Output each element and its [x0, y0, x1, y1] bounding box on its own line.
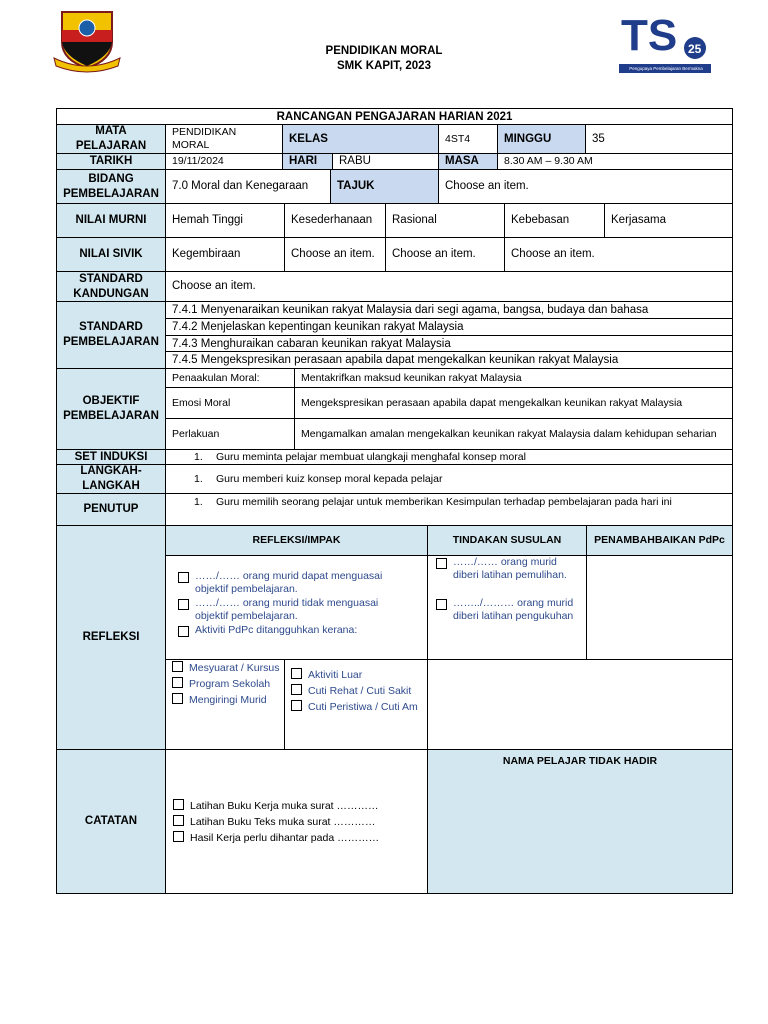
catatan-option[interactable]: Latihan Buku Teks muka surat …………	[173, 815, 423, 829]
sebab-option[interactable]: Aktiviti Luar	[291, 668, 423, 682]
checkbox[interactable]	[291, 668, 302, 679]
tidak-hadir-cell[interactable]	[427, 749, 733, 894]
nilai-murni-item[interactable]: Hemah Tinggi	[165, 203, 285, 238]
standard-pembelajaran-item: 7.4.1 Menyenaraikan keunikan rakyat Malaysia dari segi agama, bangsa, budaya dan bahasa	[165, 301, 733, 319]
langkah-content	[165, 464, 733, 494]
refleksi-impak-header: REFLEKSI/IMPAK	[165, 525, 428, 556]
sebab-right-cell	[284, 659, 428, 750]
checkbox[interactable]	[436, 558, 447, 569]
sebab-option[interactable]: Mesyuarat / Kursus	[172, 661, 280, 675]
checkbox[interactable]	[178, 599, 189, 610]
mata-pelajaran-label: MATA PELAJARAN	[56, 124, 166, 154]
langkah-label: LANGKAH-LANGKAH	[56, 464, 166, 494]
standard-pembelajaran-item: 7.4.3 Menghuraikan cabaran keunikan rakyat Malaysia	[165, 335, 733, 352]
refleksi-option[interactable]: Aktiviti PdPc ditangguhkan kerana:	[178, 624, 421, 637]
tindakan-susulan-cell	[427, 555, 587, 660]
minggu-label: MINGGU	[497, 124, 586, 154]
nilai-murni-item[interactable]: Kebebasan	[504, 203, 605, 238]
tindakan-option[interactable]: ……../……… orang murid diberi latihan pengukuhan	[436, 597, 582, 623]
objektif-key: Perlakuan	[165, 418, 295, 450]
refleksi-impak-cell	[165, 555, 428, 660]
minggu-value[interactable]: 35	[585, 124, 733, 154]
standard-kandungan-label: STANDARD KANDUNGAN	[56, 271, 166, 302]
penutup-label: PENUTUP	[56, 493, 166, 526]
nilai-murni-item[interactable]: Kesederhanaan	[284, 203, 386, 238]
catatan-option[interactable]: Hasil Kerja perlu dihantar pada …………	[173, 831, 423, 845]
mata-pelajaran-value[interactable]: PENDIDIKAN MORAL	[165, 124, 283, 154]
masa-value[interactable]: 8.30 AM – 9.30 AM	[497, 153, 733, 170]
checkbox[interactable]	[291, 684, 302, 695]
bidang-label: BIDANG PEMBELAJARAN	[56, 169, 166, 204]
checkbox[interactable]	[173, 815, 184, 826]
objektif-value: Mentakrifkan maksud keunikan rakyat Malaysia	[294, 368, 733, 388]
standard-kandungan-value[interactable]: Choose an item.	[165, 271, 733, 302]
checkbox[interactable]	[436, 599, 447, 610]
nilai-sivik-item[interactable]: Choose an item.	[284, 237, 386, 272]
standard-pembelajaran-label: STANDARD PEMBELAJARAN	[56, 301, 166, 369]
header-school: SMK KAPIT, 2023	[337, 60, 431, 72]
refleksi-notes-cell[interactable]	[427, 659, 733, 750]
checkbox[interactable]	[173, 799, 184, 810]
nilai-sivik-item[interactable]: Choose an item.	[385, 237, 505, 272]
objektif-key: Emosi Moral	[165, 387, 295, 419]
set-induksi-content	[165, 449, 733, 465]
sebab-option[interactable]: Program Sekolah	[172, 677, 280, 691]
sebab-left-cell	[165, 659, 285, 750]
nilai-murni-item[interactable]: Rasional	[385, 203, 505, 238]
table-title: RANCANGAN PENGAJARAN HARIAN 2021	[56, 108, 733, 125]
kelas-value[interactable]: 4ST4	[438, 124, 498, 154]
svg-text:TS: TS	[621, 11, 678, 60]
sebab-option[interactable]: Mengiringi Murid	[172, 693, 280, 707]
svg-text:25: 25	[688, 42, 702, 56]
refleksi-option[interactable]: ……/…… orang murid dapat menguasai objektif pembelajaran.	[178, 570, 421, 596]
refleksi-label: REFLEKSI	[56, 525, 166, 750]
list-number: 1.	[194, 472, 203, 485]
tarikh-label: TARIKH	[56, 153, 166, 170]
checkbox[interactable]	[173, 831, 184, 842]
sebab-option[interactable]: Cuti Rehat / Cuti Sakit	[291, 684, 423, 698]
tidak-hadir-header: NAMA PELAJAR TIDAK HADIR	[502, 755, 658, 767]
tajuk-value[interactable]: Choose an item.	[438, 169, 733, 204]
tajuk-label: TAJUK	[330, 169, 439, 204]
logo-tagline: Pengupaya Pembelajaran Bermakna	[629, 66, 703, 71]
penambahbaikan-header: PENAMBAHBAIKAN PdPc	[586, 525, 733, 556]
objektif-value: Mengamalkan amalan mengekalkan keunikan rakyat Malaysia dalam kehidupan seharian	[294, 418, 733, 450]
set-induksi-text: Guru meminta pelajar membuat ulangkaji menghafal konsep moral	[216, 450, 526, 463]
standard-pembelajaran-item: 7.4.5 Mengekspresikan perasaan apabila dapat mengekalkan keunikan rakyat Malaysia	[165, 351, 733, 369]
objektif-value: Mengekspresikan perasaan apabila dapat mengekalkan keunikan rakyat Malaysia	[294, 387, 733, 419]
tarikh-value[interactable]: 19/11/2024	[165, 153, 283, 170]
masa-label: MASA	[438, 153, 498, 170]
nilai-sivik-item[interactable]: Kegembiraan	[165, 237, 285, 272]
sarawak-crest-logo	[52, 8, 122, 74]
header-subject: PENDIDIKAN MORAL	[325, 45, 443, 57]
bidang-value[interactable]: 7.0 Moral dan Kenegaraan	[165, 169, 331, 204]
checkbox[interactable]	[172, 661, 183, 672]
nilai-murni-item[interactable]: Kerjasama	[604, 203, 733, 238]
hari-label: HARI	[282, 153, 333, 170]
catatan-label: CATATAN	[56, 749, 166, 894]
sebab-option[interactable]: Cuti Peristiwa / Cuti Am	[291, 700, 423, 714]
objektif-label: OBJEKTIF PEMBELAJARAN	[56, 368, 166, 450]
checkbox[interactable]	[172, 693, 183, 704]
nilai-sivik-item[interactable]: Choose an item.	[504, 237, 733, 272]
langkah-text: Guru memberi kuiz konsep moral kepada pelajar	[216, 472, 443, 485]
checkbox[interactable]	[178, 626, 189, 637]
list-number: 1.	[194, 496, 203, 508]
checkbox[interactable]	[172, 677, 183, 688]
tindakan-susulan-header: TINDAKAN SUSULAN	[427, 525, 587, 556]
ts25-logo	[617, 8, 713, 76]
penutup-content	[165, 493, 733, 526]
penambahbaikan-cell[interactable]	[586, 555, 733, 660]
standard-pembelajaran-item: 7.4.2 Menjelaskan kepentingan keunikan rakyat Malaysia	[165, 318, 733, 336]
tindakan-option[interactable]: ……/…… orang murid diberi latihan pemulihan.	[436, 556, 582, 582]
objektif-key: Penaakulan Moral:	[165, 368, 295, 388]
catatan-option[interactable]: Latihan Buku Kerja muka surat …………	[173, 799, 423, 813]
nilai-sivik-label: NILAI SIVIK	[56, 237, 166, 272]
checkbox[interactable]	[178, 572, 189, 583]
kelas-label: KELAS	[282, 124, 439, 154]
penutup-text: Guru memilih seorang pelajar untuk memberikan Kesimpulan terhadap pembelajaran pada hari ini	[216, 496, 672, 508]
list-number: 1.	[194, 450, 203, 463]
set-induksi-label: SET INDUKSI	[56, 449, 166, 465]
catatan-cell	[165, 749, 428, 894]
hari-value[interactable]: RABU	[332, 153, 439, 170]
refleksi-option[interactable]: ……/…… orang murid tidak menguasai objektif pembelajaran.	[178, 597, 421, 623]
nilai-murni-label: NILAI MURNI	[56, 203, 166, 238]
checkbox[interactable]	[291, 700, 302, 711]
